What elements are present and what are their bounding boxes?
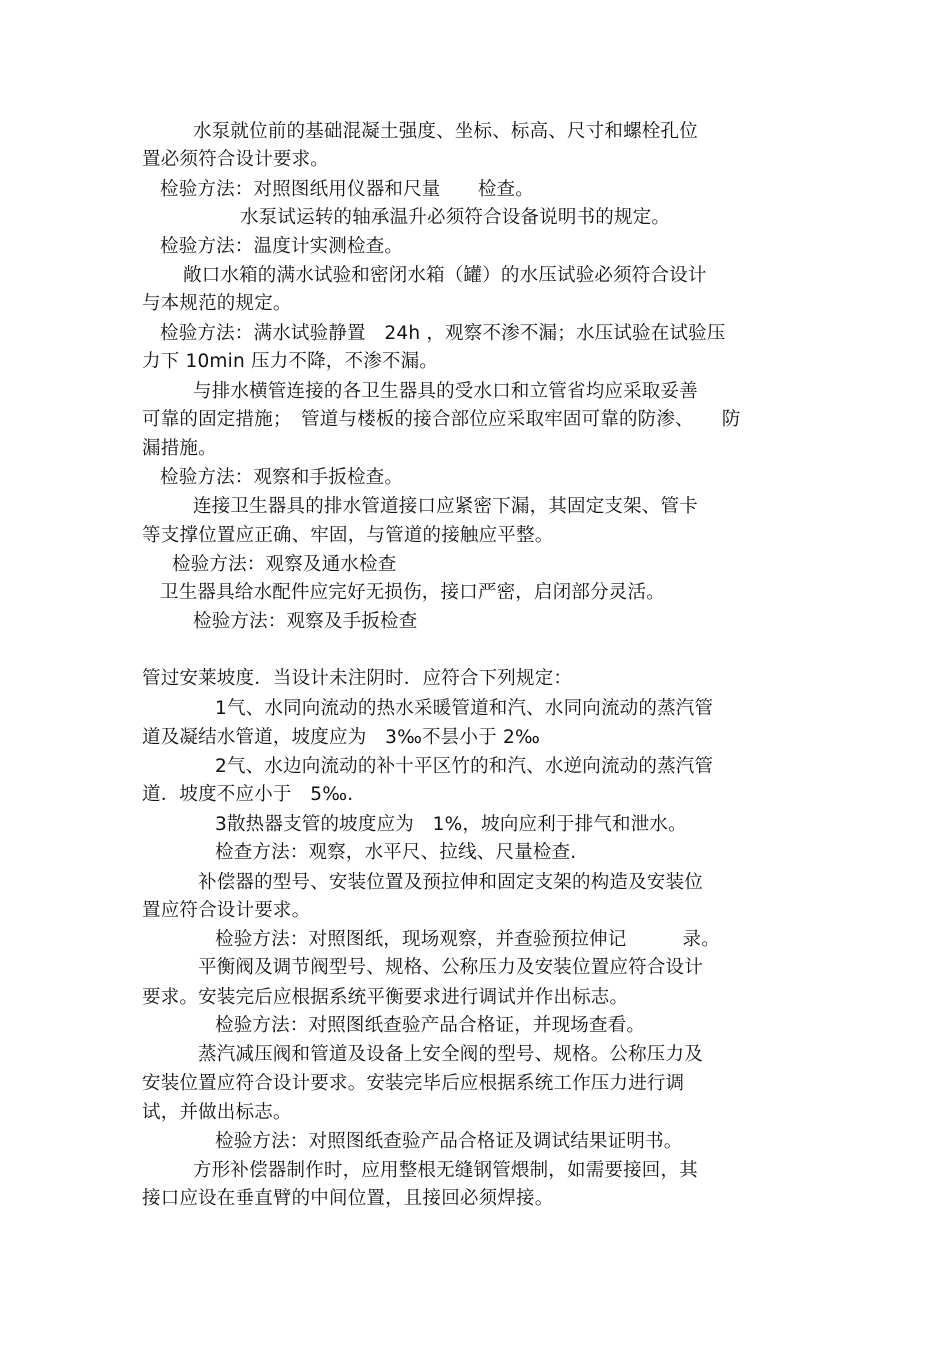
text-line: 平衡阀及调节阀型号、规格、公称压力及安装位置应符合设计 [198,957,703,978]
text-line: 水泵试运转的轴承温升必须符合设备说明书的规定。 [240,207,671,228]
text-line: 检验方法：观察及手扳检查 [193,611,418,632]
text-line: 漏措施。 [142,438,217,459]
text-line: 补偿器的型号、安装位置及预拉伸和固定支架的构造及安装位 [198,872,703,893]
text-line: 检验方法：对照图纸查验产品合格证及调试结果证明书。 [215,1131,683,1152]
text-line: 道．坡度不应小于 5‰. [142,784,354,805]
text-line: 与本规范的规定。 [142,293,292,314]
text-line: 方形补偿器制作时，应用整根无缝钢管煨制，如需要接回，其 [193,1160,698,1181]
text-line: 检验方法：观察和手扳检查。 [160,467,404,488]
text-line: 检验方法：观察及通水检查 [172,554,397,575]
text-line: 检验方法：对照图纸用仪器和尺量 检查。 [160,179,535,200]
text-line: 检验方法：温度计实测检查。 [160,236,404,257]
text-line: 水泵就位前的基础混凝土强度、坐标、标高、尺寸和螺栓孔位 [193,121,698,142]
text-line: 敞口水箱的满水试验和密闭水箱（罐）的水压试验必须符合设计 [183,265,707,286]
text-line: 2气、水边向流动的补十平区竹的和汽、水逆向流动的蒸汽管 [215,756,714,777]
text-line: 力下 10min 压力不降，不渗不漏。 [142,351,438,372]
text-line: 检验方法：对照图纸，现场观察，并查验预拉伸记 录。 [215,929,720,950]
text-line: 安装位置应符合设计要求。安装完毕后应根据系统工作压力进行调 [142,1073,685,1094]
text-line: 与排水横管连接的各卫生器具的受水口和立管省均应采取妥善 [193,381,698,402]
text-line: 等支撑位置应正确、牢固，与管道的接触应平整。 [142,525,554,546]
text-line: 置必须符合设计要求。 [142,149,330,170]
text-line: 道及凝结水管道，坡度应为 3‰不昙小于 2‰ [142,727,540,748]
text-line: 检验方法：对照图纸查验产品合格证，并现场查看。 [215,1015,646,1036]
text-line: 检查方法：观察，水平尺、拉线、尺量检查. [215,842,577,863]
text-line: 管过安莱坡度．当设计未注阴时．应符合下列规定： [142,668,573,689]
text-line: 试，并做出标志。 [142,1102,292,1123]
text-line: 3散热器支管的坡度应为 1%，坡向应利于排气和泄水。 [215,814,687,835]
text-line: 置应符合设计要求。 [142,900,311,921]
text-line: 可靠的固定措施； 管道与楼板的接合部位应采取牢固可靠的防渗、 防 [142,409,741,430]
text-line: 检验方法：满水试验静置 24h ，观察不渗不漏；水压试验在试验压 [160,323,726,344]
text-line: 接口应设在垂直臂的中间位置，且接回必须焊接。 [142,1188,554,1209]
text-line: 连接卫生器具的排水管道接口应紧密下漏，其固定支架、管卡 [193,496,698,517]
text-line: 要求。安装完后应根据系统平衡要求进行调试并作出标志。 [142,987,629,1008]
text-line: 卫生器具给水配件应完好无损伤，接口严密，启闭部分灵活。 [160,582,665,603]
text-line: 蒸汽减压阀和管道及设备上安全阀的型号、规格。公称压力及 [198,1044,703,1065]
text-line: 1气、水同向流动的热水采暖管道和汽、水同向流动的蒸汽管 [215,698,714,719]
